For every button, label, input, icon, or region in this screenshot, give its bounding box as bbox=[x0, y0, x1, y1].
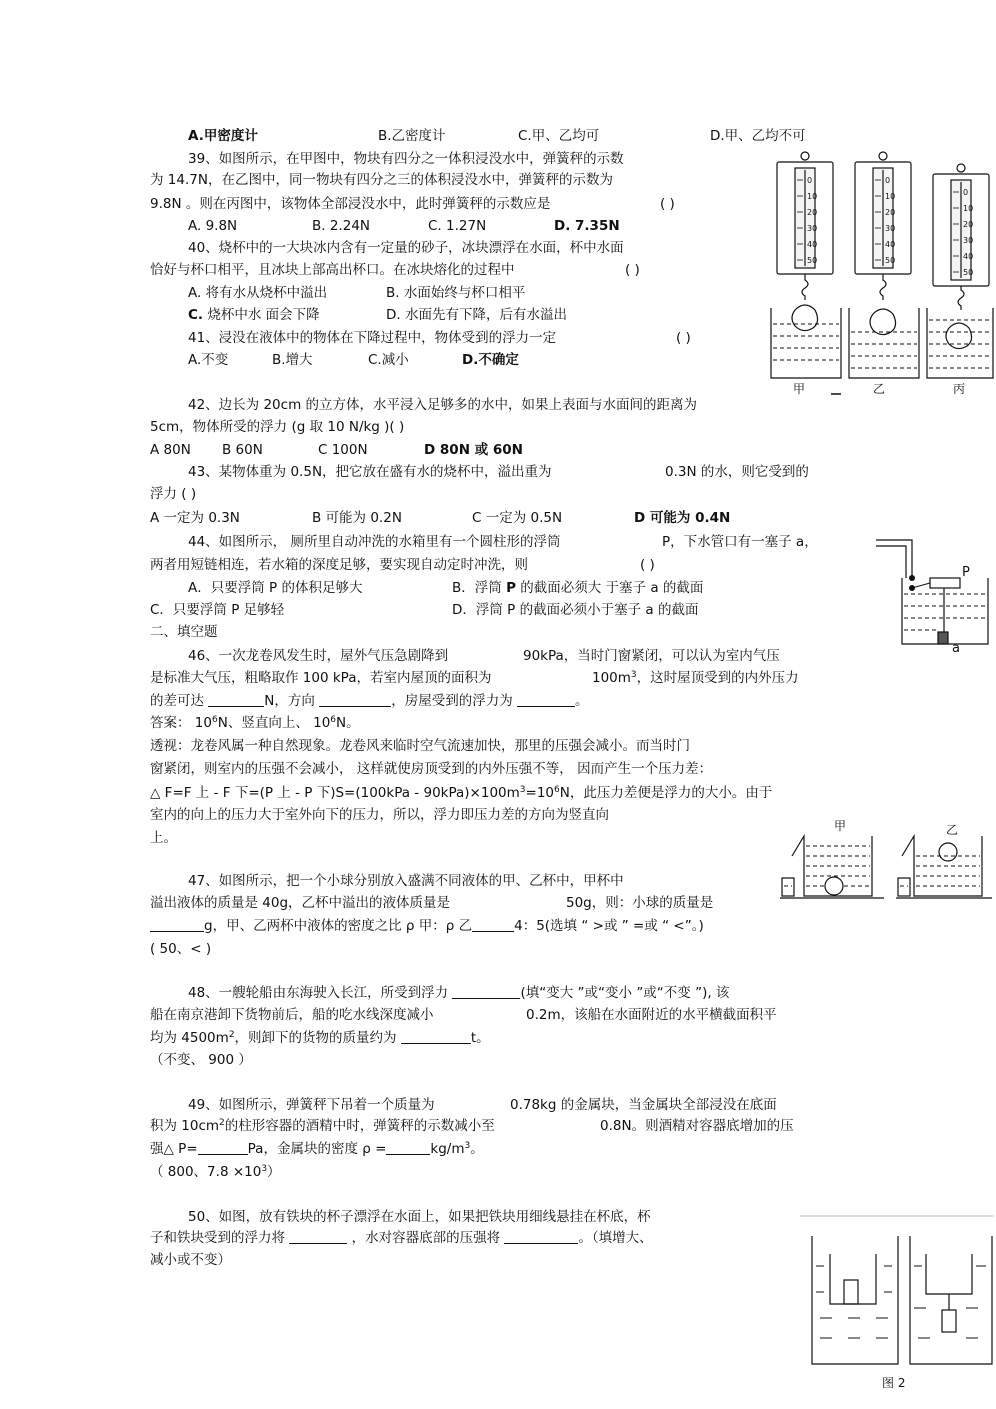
q40-option-a: A. 将有水从烧杯中溢出 bbox=[188, 285, 328, 301]
q46-explanation-4: 室内的向上的压力大于室外向下的压力，所以，浮力即压力差的方向为竖直向 bbox=[150, 807, 609, 823]
scale1-tick-30: 30 bbox=[807, 224, 818, 233]
q40-option-b: B. 水面始终与杯口相平 bbox=[386, 285, 526, 301]
fig1-label-jia: 甲 bbox=[793, 382, 806, 396]
q48-blank-mass[interactable] bbox=[401, 1029, 471, 1044]
q50-line2a: 子和铁块受到的浮力将 bbox=[150, 1230, 285, 1246]
q40-option-c bbox=[188, 306, 320, 324]
q46-explanation-2: 窗紧闭，则室内的压强不会减小， 这样就使房顶受到的内外压强不等， 因而产生一个压力差： bbox=[150, 761, 713, 777]
q39-line3: 9.8N 。则在丙图中，该物体全部浸没水中，此时弹簧秤的示数应是 bbox=[150, 196, 551, 212]
scale2-tick-40: 40 bbox=[885, 240, 896, 249]
q49-line3d: 。 bbox=[470, 1141, 484, 1157]
q46-blank-force[interactable] bbox=[208, 692, 264, 707]
q48-blank-buoyancy[interactable] bbox=[452, 984, 520, 999]
q44-option-c: C．只要浮筒 P 足够轻 bbox=[150, 602, 285, 618]
floating-cup-figure bbox=[800, 1214, 994, 1374]
fig1-label-bing: 丙 bbox=[953, 382, 966, 396]
q50-line2c: 。（填增大、 bbox=[578, 1230, 653, 1246]
q39-option-b: B. 2.24N bbox=[312, 218, 371, 234]
q49-line2c: 0.8N。则酒精对容器底增加的压 bbox=[600, 1118, 794, 1134]
scale2-tick-0: 0 bbox=[885, 176, 891, 185]
q38-option-d: D.甲、乙均不可 bbox=[710, 128, 806, 144]
q41-option-b: B.增大 bbox=[272, 352, 313, 368]
cup-label-yi: 乙 bbox=[946, 823, 959, 837]
scale1-tick-40: 40 bbox=[807, 240, 818, 249]
q46-line2-rest: ，这时屋顶受到的内外压力 bbox=[636, 670, 799, 686]
q49-answer-text: （ 800、7.8 ×10 bbox=[150, 1164, 262, 1180]
q47-blank-mass[interactable] bbox=[150, 917, 204, 932]
q44-option-a: A．只要浮筒 P 的体积足够大 bbox=[188, 580, 363, 596]
scale2-tick-30: 30 bbox=[885, 224, 896, 233]
q47-line3 bbox=[150, 917, 704, 935]
scale1-tick-50: 50 bbox=[807, 256, 818, 265]
q44-option-d: D．浮筒 P 的截面必须小于塞子 a 的截面 bbox=[452, 602, 699, 618]
q42-option-d: D 80N 或 60N bbox=[424, 442, 523, 458]
q41-option-d: D.不确定 bbox=[462, 352, 519, 368]
q44-line1a: 44、如图所示， 厕所里自动冲洗的水箱里有一个圆柱形的浮筒 bbox=[188, 534, 561, 550]
scale1-tick-10: 10 bbox=[807, 192, 818, 201]
q50-line3: 减小或不变） bbox=[150, 1252, 231, 1268]
q49-line2: 积为 $10cm^2$的柱形容器的酒精中时，弹簧秤的示数减小至 bbox=[150, 1118, 495, 1134]
q49-line1b: 0.78kg 的金属块，当金属块全部浸没在底面 bbox=[510, 1097, 777, 1113]
q50-line2b: ，水对容器底部的压强将 bbox=[351, 1230, 501, 1246]
fig1-label-yi: 乙 bbox=[873, 382, 886, 396]
q46-explanation-1: 透视：龙卷风属一种自然现象。龙卷风来临时空气流速加快，那里的压强会减小。而当时门 bbox=[150, 738, 690, 754]
flush-tank-label-a: a bbox=[952, 641, 960, 656]
q47-answer: ( 50、< ) bbox=[150, 941, 212, 957]
scale3-tick-30: 30 bbox=[963, 236, 974, 245]
q38-option-b: B.乙密度计 bbox=[378, 128, 446, 144]
q41-line1: 41、浸没在液体中的物体在下降过程中，物体受到的浮力一定 bbox=[188, 330, 557, 346]
q49-line3b: Pa，金属块的密度 ρ = bbox=[247, 1141, 387, 1157]
q46-answer-3: N。 bbox=[336, 715, 360, 731]
q41-paren: ( ) bbox=[676, 330, 691, 346]
q44-option-b-post: 的截面必须大 于塞子 a 的截面 bbox=[515, 580, 704, 596]
q49-line2b: 的柱形容器的酒精中时，弹簧秤的示数减小至 bbox=[224, 1118, 495, 1134]
q46-line3 bbox=[150, 692, 589, 710]
q46-line3d: 。 bbox=[575, 693, 589, 709]
q43-option-b: B 可能为 0.2N bbox=[312, 510, 402, 526]
q42-option-a: A 80N bbox=[150, 442, 191, 458]
q47-line2b: 50g，则：小球的质量是 bbox=[566, 895, 714, 911]
q41-option-c: C.减小 bbox=[368, 352, 409, 368]
q42-line2: 5cm，物体所受的浮力 (g 取 10 N/kg )( ) bbox=[150, 419, 405, 435]
q49-line3c: kg/m bbox=[430, 1141, 465, 1157]
q47-line2a: 溢出液体的质量是 40g，乙杯中溢出的液体质量是 bbox=[150, 895, 451, 911]
q46-area-value: 100m bbox=[592, 670, 631, 686]
scale2-tick-20: 20 bbox=[885, 208, 896, 217]
q39-line1: 39、如图所示，在甲图中，物块有四分之一体积浸没水中，弹簧秤的示数 bbox=[188, 151, 624, 167]
q48-answer: （不变、 900 ） bbox=[150, 1052, 252, 1068]
q50-line1: 50、如图，放有铁块的杯子漂浮在水面上，如果把铁块用细线悬挂在杯底，杯 bbox=[188, 1209, 651, 1225]
q46-exp3-c: N，此压力差便是浮力的大小。由于 bbox=[559, 785, 773, 801]
q39-paren: ( ) bbox=[660, 196, 675, 212]
q48-line1a: 48、一艘轮船由东海驶入长江，所受到浮力 bbox=[188, 985, 449, 1001]
q48-line3a: 均为 4500m bbox=[150, 1030, 229, 1046]
q43-option-d-text: D 可能为 bbox=[634, 510, 696, 526]
q48-line3b: ，则卸下的货物的质量约为 bbox=[234, 1030, 397, 1046]
scale2-tick-50: 50 bbox=[885, 256, 896, 265]
q49-line2a: 积为 10cm bbox=[150, 1118, 220, 1134]
q43-line1b: 0.3N 的水，则它受到的 bbox=[665, 464, 809, 480]
scale3-tick-0: 0 bbox=[963, 188, 969, 197]
q46-explanation-5: 上。 bbox=[150, 830, 177, 846]
q46-line3b: N，方向 bbox=[264, 693, 315, 709]
q46-line1a: 46、一次龙卷风发生时，屋外气压急剧降到 bbox=[188, 648, 449, 664]
q42-option-b: B 60N bbox=[222, 442, 263, 458]
scale3-tick-50: 50 bbox=[963, 268, 974, 277]
q43-line1a: 43、某物体重为 0.5N，把它放在盛有水的烧杯中，溢出重为 bbox=[188, 464, 552, 480]
q50-blank-pressure[interactable] bbox=[504, 1229, 578, 1244]
q48-line3c: t。 bbox=[470, 1030, 490, 1046]
q47-line3a: g，甲、乙两杯中液体的密度之比 bbox=[204, 918, 402, 934]
q43-option-a: A 一定为 0.3N bbox=[150, 510, 240, 526]
flush-tank-figure bbox=[874, 532, 992, 656]
q40-line1: 40、烧杯中的一大块冰内含有一定量的砂子，冰块漂浮在水面，杯中水面 bbox=[188, 240, 624, 256]
q41-option-a: A.不变 bbox=[188, 352, 229, 368]
q44-option-b bbox=[452, 579, 703, 597]
q46-exp3-a: △ F=F 上 - F 下=(P 上 - P 下)S=(100kPa - 90kPa)×100m bbox=[150, 785, 520, 801]
q42-line1: 42、边长为 20cm 的立方体，水平浸入足够多的水中，如果上表面与水面间的距离为 bbox=[188, 397, 698, 413]
q40-line2: 恰好与杯口相平，且冰块上部高出杯口。在冰块熔化的过程中 bbox=[150, 262, 515, 278]
q43-option-d-value: 0.4N bbox=[695, 510, 731, 526]
q46-answer-label: 答案： bbox=[150, 715, 191, 731]
q48-line2b: 0.2m，该船在水面附近的水平横截面积平 bbox=[526, 1007, 777, 1023]
q40-option-d: D. 水面先有下降，后有水溢出 bbox=[386, 307, 567, 323]
q46-line3c: ，房屋受到的浮力为 bbox=[391, 693, 513, 709]
q46-exp3-b: =10 bbox=[525, 785, 555, 801]
q47-line1: 47、如图所示，把一个小球分别放入盛满不同液体的甲、乙杯中，甲杯中 bbox=[188, 873, 624, 889]
q44-line2: 两者用短链相连，若水箱的深度足够，要实现自动定时冲洗，则 bbox=[150, 557, 528, 573]
q46-line3a: 的差可达 bbox=[150, 693, 204, 709]
q49-answer-end: ） bbox=[267, 1164, 281, 1180]
q46-explanation-3: △ F=F 上 - F 下=(P 上 - P 下)$S=(100kPa - 90kPa)\times 100m^3=10^6N$，此压力差便是浮力的大小。由于 bbox=[150, 785, 773, 801]
two-cups-figure bbox=[778, 816, 994, 902]
q38-option-a: A.甲密度计 bbox=[188, 128, 258, 144]
q46-line2: 是标准大气压，粗略取作 100 kPa，若室内屋顶的面积为 bbox=[150, 670, 492, 686]
q39-option-a: A. 9.8N bbox=[188, 218, 238, 234]
q38-option-c: C.甲、乙均可 bbox=[518, 128, 600, 144]
q40-option-c-text: 烧杯中水 面会下降 bbox=[203, 307, 320, 323]
q44-option-b-pre: B．浮筒 bbox=[452, 580, 507, 596]
q48-line3: 均为 $4500m^2$，则卸下的货物的质量约为 t。 bbox=[150, 1030, 490, 1046]
q50-line2 bbox=[150, 1229, 653, 1247]
q46-blank-buoyancy[interactable] bbox=[517, 692, 575, 707]
scale2-tick-10: 10 bbox=[885, 192, 896, 201]
q43-option-c: C 一定为 0.5N bbox=[472, 510, 563, 526]
q48-line2a: 船在南京港卸下货物前后，船的吃水线深度减小 bbox=[150, 1007, 434, 1023]
cup-label-jia: 甲 bbox=[834, 819, 847, 833]
q46-answer-1: 10 bbox=[194, 715, 212, 731]
q47-line3b: ρ 甲：ρ 乙 bbox=[405, 918, 473, 934]
q39-line2: 为 14.7N，在乙图中，同一物块有四分之三的体积浸没水中，弹簧秤的示数为 bbox=[150, 172, 613, 188]
q43-line2: 浮力 ( ) bbox=[150, 486, 197, 502]
q43-option-d bbox=[634, 509, 730, 527]
q46-line1b: 90kPa，当时门窗紧闭，可以认为室内气压 bbox=[523, 648, 780, 664]
q42-option-c: C 100N bbox=[318, 442, 368, 458]
section-fill-blank: 二、填空题 bbox=[150, 624, 218, 640]
q49-line1a: 49、如图所示，弹簧秤下吊着一个质量为 bbox=[188, 1097, 435, 1113]
figure-2-label: 图 2 bbox=[882, 1376, 906, 1390]
q49-answer: （ 800、$7.8 \times 10^3$） bbox=[150, 1164, 281, 1180]
q39-option-d: D. 7.35N bbox=[554, 218, 620, 234]
q46-answer-2: N、竖直向上、 10 bbox=[217, 715, 331, 731]
scale1-tick-20: 20 bbox=[807, 208, 818, 217]
q49-blank-pressure[interactable] bbox=[198, 1140, 248, 1155]
q50-blank-buoyancy[interactable] bbox=[289, 1229, 347, 1244]
scale3-tick-40: 40 bbox=[963, 252, 974, 261]
q39-option-c: C. 1.27N bbox=[428, 218, 487, 234]
q48-line1b: (填“变大 ”或“变小 ”或“不变 ”), 该 bbox=[520, 985, 730, 1001]
q44-option-b-p: P bbox=[506, 580, 516, 596]
scale3-tick-10: 10 bbox=[963, 204, 974, 213]
q44-line1b: P，下水管口有一塞子 a， bbox=[662, 534, 818, 550]
q46-answer: 答案： $10^6N$、竖直向上、 $10^6N$。 bbox=[150, 715, 360, 731]
q49-line3: 强△ P= Pa，金属块的密度 $\rho = kg/m^3$。 bbox=[150, 1141, 484, 1157]
spring-scale-figure bbox=[765, 150, 995, 400]
q49-blank-density[interactable] bbox=[386, 1140, 430, 1155]
q46-line2-area: $100m^3$，这时屋顶受到的内外压力 bbox=[592, 670, 799, 686]
q40-option-c-letter: C. bbox=[188, 307, 204, 323]
q49-line3a: 强△ P= bbox=[150, 1141, 198, 1157]
q48-line1 bbox=[188, 984, 729, 1002]
scale3-tick-20: 20 bbox=[963, 220, 974, 229]
q46-blank-direction[interactable] bbox=[319, 692, 391, 707]
q47-blank-ratio[interactable] bbox=[472, 917, 514, 932]
q44-paren: ( ) bbox=[640, 557, 655, 573]
q40-paren: ( ) bbox=[625, 262, 640, 278]
q47-line3c: 4：5(选填 “ >或 ” =或 “ <”。) bbox=[514, 918, 704, 934]
scale1-tick-0: 0 bbox=[807, 176, 813, 185]
flush-tank-label-p: P bbox=[962, 565, 970, 580]
